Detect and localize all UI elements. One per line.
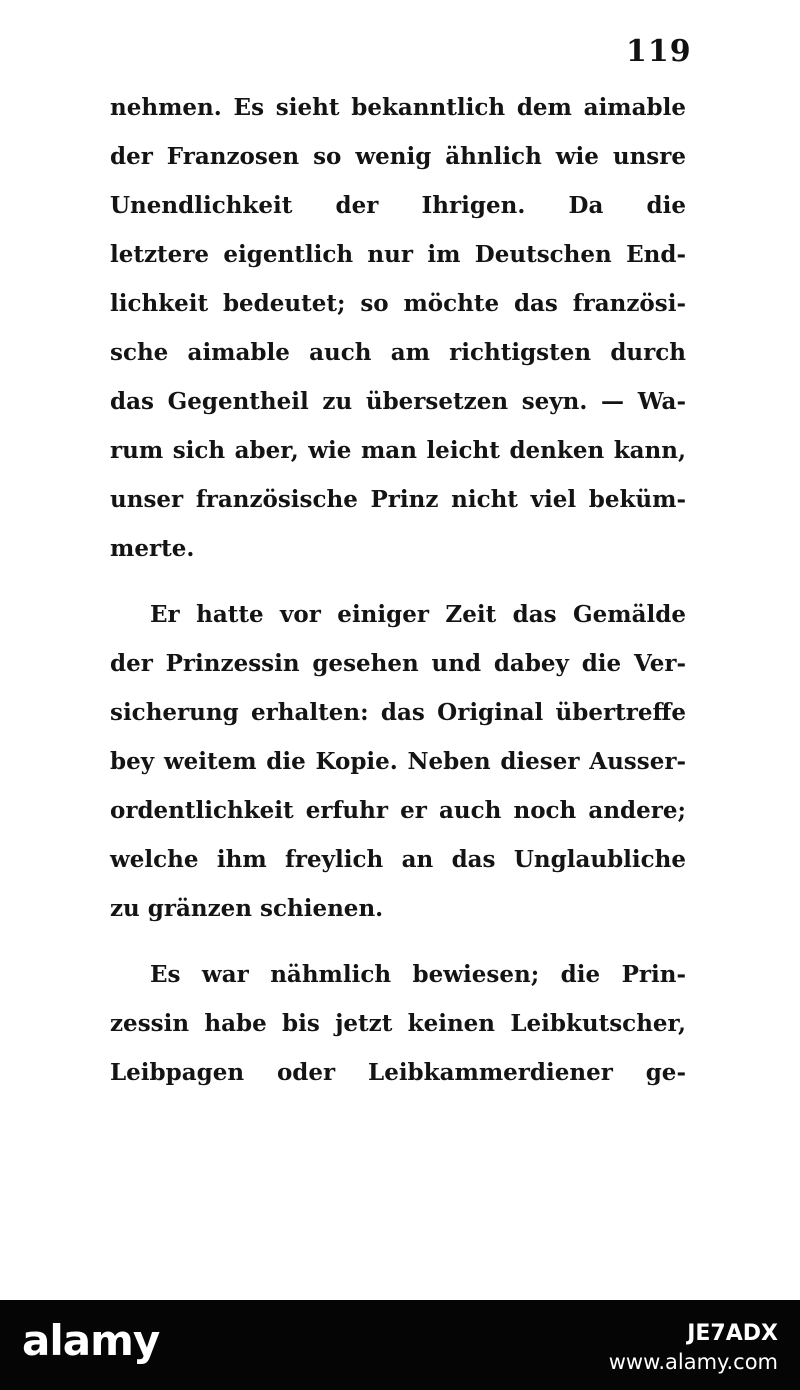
- text-line: Er hatte vor einiger Zeit das Gemälde: [150, 601, 686, 628]
- paragraph-2: [110, 590, 686, 933]
- text-line: nehmen. Es sieht bekanntlich dem aimable: [110, 94, 686, 121]
- text-line: Leibpagen oder Leibkammerdiener ge-: [110, 1059, 686, 1086]
- text-line: ordentlichkeit erfuhr er auch noch andere;: [110, 797, 686, 824]
- watermark-footer: [0, 1300, 800, 1390]
- text-line: welche ihm freylich an das Unglaubliche: [110, 846, 686, 873]
- text-line: sicherung erhalten: das Original übertreffe: [110, 699, 686, 726]
- text-line: bey weitem die Kopie. Neben dieser Ausser-: [110, 748, 686, 775]
- text-line: merte.: [110, 535, 195, 562]
- text-line: Es war nähmlich bewiesen; die Prin-: [150, 961, 686, 988]
- page-number: 119: [626, 34, 692, 69]
- paragraph-3: [110, 950, 686, 1097]
- image-info: [609, 1320, 778, 1376]
- text-line: Unendlichkeit der Ihrigen. Da die: [110, 192, 686, 219]
- text-line: zessin habe bis jetzt keinen Leibkutscher,: [110, 1010, 686, 1037]
- text-line: das Gegentheil zu übersetzen seyn. — Wa-: [110, 388, 686, 415]
- text-line: sche aimable auch am richtigsten durch: [110, 339, 686, 366]
- text-line: lichkeit bedeutet; so möchte das französi-: [110, 290, 686, 317]
- text-line: rum sich aber, wie man leicht denken kann,: [110, 437, 686, 464]
- brand-logo: alamy: [22, 1316, 160, 1365]
- paragraph-1: [110, 83, 686, 573]
- site-url: www.alamy.com: [608, 1350, 778, 1374]
- text-line: letztere eigentlich nur im Deutschen End-: [110, 241, 686, 268]
- text-line: zu gränzen schienen.: [110, 895, 384, 922]
- text-line: der Prinzessin gesehen und dabey die Ver-: [110, 650, 686, 677]
- body-text: [110, 83, 686, 1097]
- text-line: der Franzosen so wenig ähnlich wie unsre: [110, 143, 686, 170]
- image-id: JE7ADX: [687, 1321, 778, 1346]
- text-line: unser französische Prinz nicht viel beküm-: [110, 486, 686, 513]
